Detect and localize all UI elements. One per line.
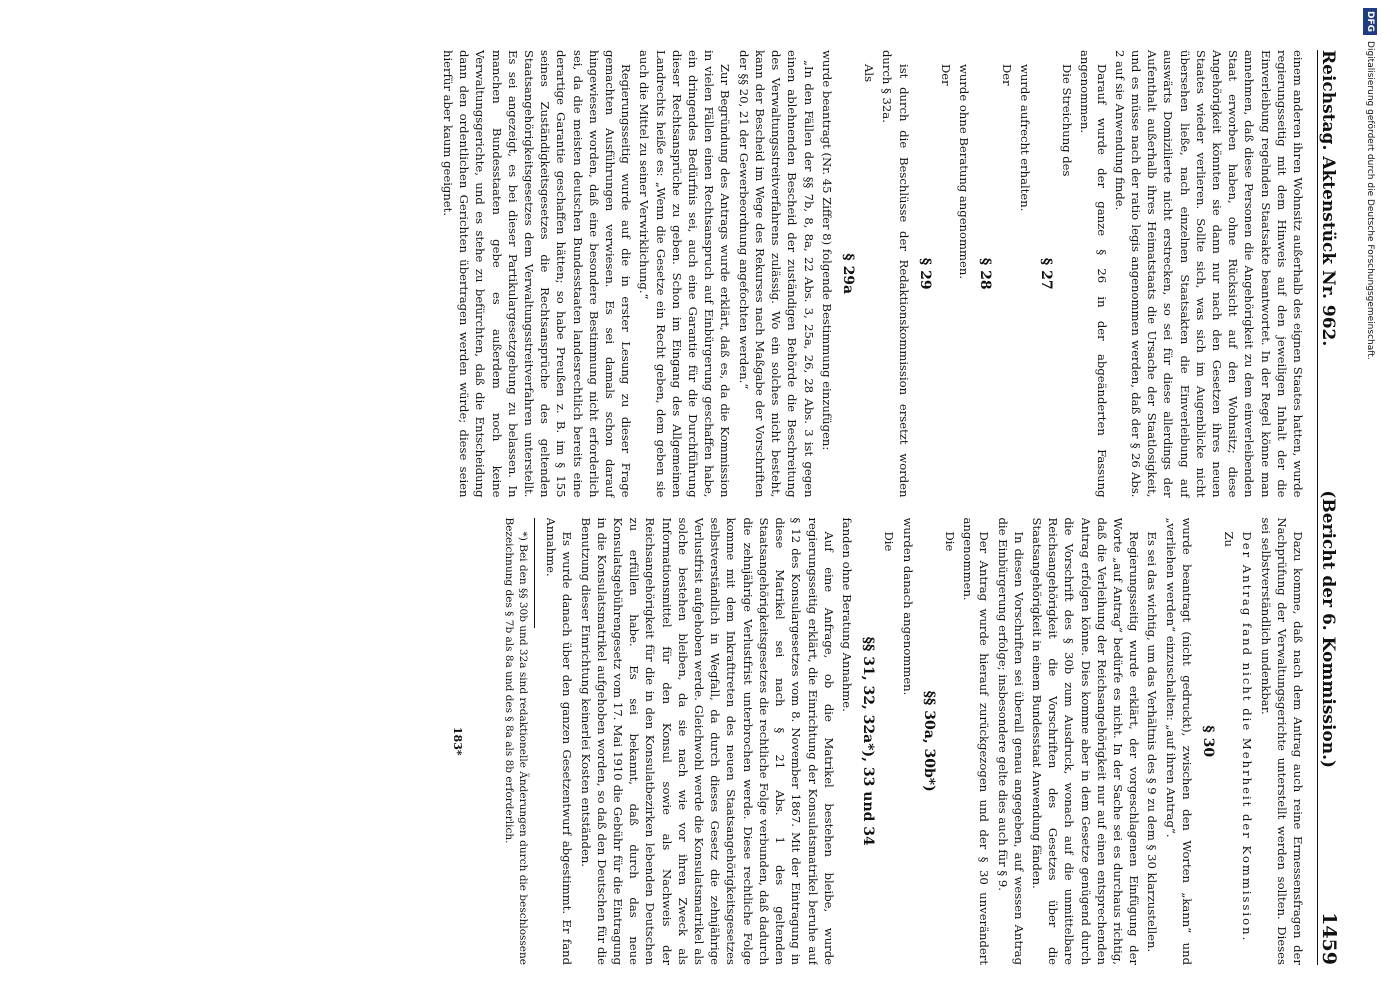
header-left: Reichstag. Aktenstück Nr. 962. [1318, 50, 1338, 347]
paragraph: Der Antrag wurde hierauf zurückgezogen und der § 30 unverändert angenommen. [961, 517, 992, 965]
dfg-logo: DFG [1363, 8, 1377, 35]
paragraph: Der Antrag fand nicht die Mehrheit der Kommission. [1240, 531, 1255, 943]
header-right: (Bericht der 6. Kommission.) [1318, 490, 1338, 769]
paragraph: Zur Begründung des Antrags wurde erklärt, daß es, da die Kommission in vielen Fällen einen Rechtsanspruch auf Einbürgerung geschaffen habe, ein dringendes Bedürfnis sei, auch eine Garantie für die Durchführung dieser Rechtsansprüche zu geben. Schon im Eingang des Allgemeinen Landrechts heiße es: „Wenn die Gesetze ein Recht geben, dem geben sie auch die Mittel zu seiner Verwirklichung.“ [637, 50, 733, 498]
paragraph: Regierungsseitig wurde auf die in erster Lesung zu dieser Frage gemachten Ausführungen verwiesen. Es sei damals schon darauf hingewiesen worden, daß eine besondere Bestimmung nicht erforderlich sei, da die meisten deutschen Bundesstaaten landesrechtlich bereits eine derartige Garantie geschaffen hätten; so habe Preußen z. B. im § 155 seines Zuständigkeitsgesetzes die Rechtsansprüche des geltenden Staatsangehörigkeitsgesetzes dem Verwaltungsstreitverfahren unterstellt. Es sei angezeigt, es bei dieser Partikulargesetzgebung zu belassen. In manchen Bundesstaaten gebe es außerdem noch keine Verwaltungsgerichte, und es stehe zu befürchten, daß die Entscheidung dann den ordentlichen Gerichten übertragen werden würde; diese seien hierfür aber kaum geeignet. [441, 50, 634, 498]
paragraph: wurde beantragt (Nr. 45 Ziffer 8) folgende Bestimmung einzufügen: [819, 50, 834, 451]
two-column-body [30, 50, 1306, 965]
page-number: 1459 [1318, 912, 1340, 965]
paragraph: Darauf wurde der ganze § 26 in der abgeänderten Fassung angenommen. [1078, 50, 1109, 498]
paragraph: wurde beantragt (nicht gedruckt), zwischen den Worten „kann“ und „verliehen werden“ einzuschalten: „auf ihren Antrag“. [1163, 517, 1194, 965]
lead-in: Als [862, 64, 877, 83]
lead-in: Die [882, 531, 897, 552]
lead-in: Zu [1222, 531, 1237, 548]
paragraph: Es sei das wichtig, um das Verhältnis des § 9 zu dem § 30 klarzustellen. [1145, 531, 1160, 953]
scanned-page [30, 40, 1350, 975]
signature-mark: 183* [451, 726, 465, 756]
paragraph: wurden danach angenommen. [900, 517, 915, 696]
credit-text: Digitalisierung gefördert durch die Deutsche Forschungsgemeinschaft. [1365, 41, 1375, 360]
paragraph: wurde aufrecht erhalten. [1017, 64, 1032, 212]
lead-in: Die [942, 531, 957, 552]
page-header [1317, 50, 1350, 965]
paragraph: ist durch die Beschlüsse der Redaktionskommission ersetzt worden durch § 32a. [880, 50, 911, 498]
dfg-credit-line [1363, 8, 1377, 988]
footnote: *) Bei den §§ 30b und 32a sind redaktionelle Änderungen durch die beschlossene Bezeichnung des § 7b als 8a und des § 8a als 8b erforderlich. [502, 517, 530, 965]
lead-in: Die Streichung des [1060, 64, 1075, 177]
lead-in: Der [938, 64, 953, 86]
quoted-provision: „In den Fällen der §§ 7b, 8, 8a, 22 Abs. 3, 25a, 26, 28 Abs. 3 ist gegen einen ablehnenden Bescheid der zuständigen Behörde die Beschreitung des Verwaltungsstreitverfahrens zulässig. Wo ein solches nicht besteht, kann der Bescheid im Wege des Rekurses nach Maßgabe der Vorschriften der §§ 20, 21 der Gewerbeordnung angefochten werden.“ [736, 50, 816, 498]
section-heading-31-34: §§ 31, 32, 32a*), 33 und 34 [860, 636, 877, 846]
paragraph: In diesen Vorschriften sei überall genau angegeben, auf wessen Antrag die Einbürgerung erfolge; insbesondere gelte dies auch für § 9. [995, 517, 1026, 965]
left-column [30, 50, 1306, 498]
section-heading-28: § 28 [977, 257, 994, 290]
footnote-rule [534, 518, 535, 628]
lead-in: Der [999, 64, 1014, 86]
paragraph: Es wurde danach über den ganzen Gesetzentwurf abgestimmt. Er fand Annahme. [544, 517, 575, 965]
section-heading-30: § 30 [1199, 725, 1216, 758]
section-heading-27: § 27 [1037, 257, 1054, 290]
paragraph: Regierungsseitig wurde erklärt, der vorgeschlagenen Einfügung der Worte „auf Antrag“ bedürfe es nicht. In der Sache sei es durchaus richtig, daß die Verleihung der Reichsangehörigkeit nur auf einen entsprechenden Antrag erfolgen könne. Dies komme aber in dem Gesetze genügend durch die Vorschrift des § 30b zum Ausdruck, wonach auf die unmittelbare Reichsangehörigkeit die Vorschriften des Gesetzes über die Staatsangehörigkeit in einem Bundesstaat Anwendung fänden. [1029, 517, 1142, 965]
paragraph: wurde ohne Beratung angenommen. [957, 64, 972, 280]
right-column [30, 518, 1306, 966]
paragraph: Auf eine Anfrage, ob die Matrikel bestehen bleibe, wurde regierungsseitig erklärt, die Einrichtung der Konsulatsmatrikel beruhe auf § 12 des Konsulargesetzes vom 8. November 1867. Mit der Eintragung in diese Matrikel sei nach § 21 Abs. 1 des geltenden Staatsangehörigkeitsgesetzes die rechtliche Folge verbunden, daß dadurch die zehnjährige Verlustfrist unterbrochen werde. Diese rechtliche Folge komme mit dem Inkrafttreten des neuen Staatsangehörigkeitsgesetzes selbstverständlich in Wegfall, da durch dieses Gesetz die zehnjährige Verlustfrist aufgehoben werde. Gleichwohl werde die Konsulatsmatrikel als solche bestehen bleiben, da sie nach wie vor ihren Zweck als Informationsmittel für den Konsul sowie als Nachweis der Reichsangehörigkeit für die in den Konsulatbezirken lebenden Deutschen zu erfüllen habe. Es sei bekannt, daß durch das neue Konsulatsgebührengesetz vom 17. Mai 1910 die Gebühr für die Eintragung in die Konsulatsmatrikel aufgehoben worden, so daß den Deutschen für die Benutzung dieser Einrichtung keinerlei Kosten entständen. [578, 517, 836, 965]
paragraph: einem anderen ihren Wohnsitz außerhalb des eignen Staates hatten, wurde regierungsseitig mit dem Hinweis auf den jeweiligen Inhalt der die Einverleibung regelnden Staatsakte beantwortet. In der Regel könne man annehmen, daß diese Personen die Angehörigkeit zu dem einverleibenden Staat erworben haben, ohne Rücksicht auf den Wohnsitz; diese Angehörigkeit könnten sie dann nur nach den Gesetzen ihres neuen Staates wieder verlieren. Sollte sich, was sich im Augenblicke nicht übersehen ließe, nach einzelnen Staatsakten die Einverleibung auf auswärts Domizilierte nicht erstrecken, so sei für diese allerdings der Aufenthalt außerhalb ihres Heimatstaats die Ursache der Staatlosigkeit, und es müsse nach der ratio legis angenommen werden, daß der § 26 Abs. 2 auf sie Anwendung finde. [1112, 50, 1305, 498]
section-heading-29: § 29 [916, 257, 933, 290]
rotated-page-content [30, 40, 1350, 975]
section-heading-29a: § 29a [839, 253, 856, 295]
paragraph: fanden ohne Beratung Annahme. [839, 517, 854, 712]
paragraph: Dazu komme, daß nach dem Antrag auch reine Ermessensfragen der Nachprüfung der Verwaltungsgerichte unterstellt werden sollten. Dieses sei selbstverständlich undenkbar. [1258, 517, 1305, 965]
section-heading-30a-30b: §§ 30a, 30b*) [920, 690, 937, 792]
